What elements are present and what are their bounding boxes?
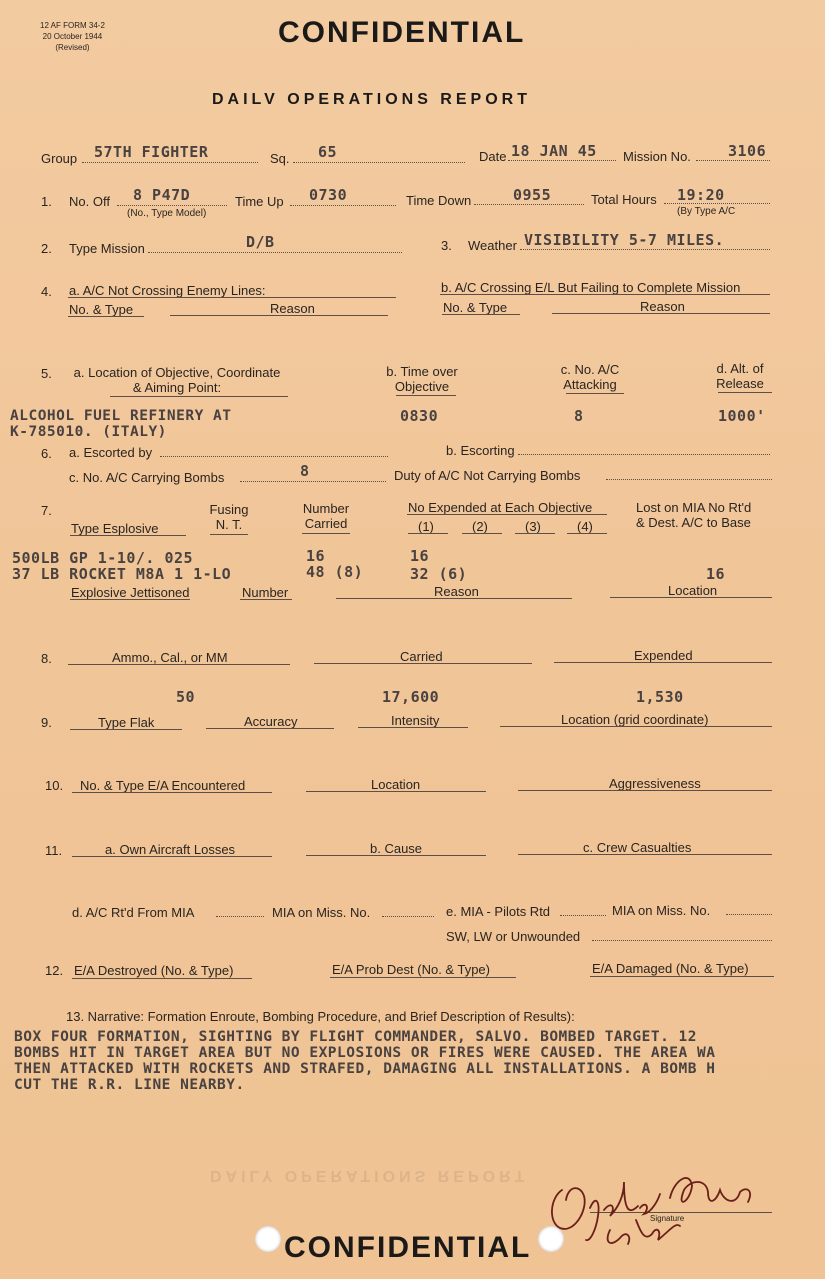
number-carried-label: Number Carried: [302, 501, 350, 531]
escorting-label: b. Escorting: [446, 443, 515, 458]
attacking-value: 8: [574, 407, 584, 425]
weather-label: Weather: [468, 238, 517, 253]
item6-num: 6.: [41, 446, 52, 461]
time-down-value: 0955: [513, 186, 552, 204]
group-value: 57TH FIGHTER: [94, 143, 209, 161]
item4-b-label: b. A/C Crossing E/L But Failing to Complete Mission: [441, 280, 741, 295]
objective-location: ALCOHOL FUEL REFINERY AT K-785010. (ITALY): [10, 408, 232, 440]
flak-location-label: Location (grid coordinate): [561, 712, 709, 727]
carrying-bombs-label: c. No. A/C Carrying Bombs: [69, 470, 225, 485]
ea-destroyed-label: E/A Destroyed (No. & Type): [74, 963, 234, 978]
lost-label: Lost on MIA No Rt'd & Dest. A/C to Base: [636, 500, 752, 530]
total-hours-sub: (By Type A/C: [677, 206, 736, 217]
mission-label: Mission No.: [623, 149, 691, 164]
item5-num: 5.: [41, 366, 52, 381]
carrying-bombs-value: 8: [300, 462, 310, 480]
weather-value: VISIBILITY 5-7 MILES.: [524, 231, 725, 249]
explosive-row-2-lost: 16: [706, 565, 726, 583]
item2-num: 2.: [41, 241, 52, 256]
explosive-row-2-number: 48 (8): [306, 563, 364, 581]
jettisoned-reason-label: Reason: [434, 584, 479, 599]
carried-value: 17,600: [382, 688, 440, 706]
binder-hole-left: [255, 1226, 281, 1252]
item12-num: 12.: [45, 963, 64, 978]
classification-top: CONFIDENTIAL: [278, 16, 526, 49]
item4-b-reason: Reason: [640, 299, 685, 314]
expended-ammo-label: Expended: [634, 648, 693, 663]
item11-num: 11.: [45, 843, 63, 858]
objective-1: (1): [418, 519, 434, 534]
ea-damaged-label: E/A Damaged (No. & Type): [592, 961, 749, 976]
classification-bottom: CONFIDENTIAL: [284, 1231, 532, 1264]
time-down-label: Time Down: [406, 193, 472, 208]
handwritten-signature: [540, 1150, 780, 1250]
item5-c-label: c. No. A/C Attacking: [560, 362, 620, 392]
jettisoned-number-label: Number: [242, 585, 289, 600]
fusing-label: Fusing N. T.: [209, 502, 249, 532]
duty-label: Duty of A/C Not Carrying Bombs: [394, 468, 581, 483]
ammo-value: 50: [176, 688, 196, 706]
explosive-row-1-type: 500LB GP 1-10/. 025: [12, 549, 194, 567]
no-off-value: 8 P47D: [133, 186, 191, 204]
item9-num: 9.: [41, 715, 52, 730]
narrative-label: 13. Narrative: Formation Enroute, Bombing Procedure, and Brief Description of Results):: [66, 1009, 575, 1024]
ac-rtd-label: d. A/C Rt'd From MIA: [72, 905, 195, 920]
explosive-row-1-number: 16: [306, 547, 326, 565]
item3-num: 3.: [441, 238, 452, 253]
date-label: Date: [479, 149, 507, 164]
type-flak-label: Type Flak: [98, 715, 155, 730]
ea-prob-dest-label: E/A Prob Dest (No. & Type): [332, 962, 490, 977]
item5-d-label: d. Alt. of Release: [716, 361, 764, 391]
time-up-label: Time Up: [235, 194, 284, 209]
time-over-value: 0830: [400, 407, 439, 425]
time-up-value: 0730: [309, 186, 348, 204]
type-mission-value: D/B: [246, 233, 275, 251]
explosive-row-2-expended: 32 (6): [410, 565, 468, 583]
mission-value: 3106: [728, 142, 767, 160]
total-hours-value: 19:20: [677, 186, 725, 204]
ea-encountered-label: No. & Type E/A Encountered: [80, 778, 246, 793]
mia-miss-label: MIA on Miss. No.: [272, 905, 371, 920]
ammo-label: Ammo., Cal., or MM: [112, 650, 228, 665]
item7-num: 7.: [41, 503, 52, 518]
date-value: 18 JAN 45: [511, 142, 597, 160]
binder-hole-right: [538, 1226, 564, 1252]
aggressiveness-label: Aggressiveness: [609, 776, 701, 791]
report-title: DAILV OPERATIONS REPORT: [212, 91, 531, 108]
narrative-text: BOX FOUR FORMATION, SIGHTING BY FLIGHT COMMANDER, SALVO. BOMBED TARGET. 12 BOMBS HIT IN TARGET AREA BUT NO EXPLOSIONS OR FIRES WERE CAUSED. THE AREA WA THEN ATTACKED WITH ROCKETS AND STRAFED, DAMAGING ALL INSTALLATIONS. A BOMB H CUT THE R.R. LINE NEARBY.: [14, 1029, 716, 1093]
no-off-label: No. Off: [69, 194, 110, 209]
objective-4: (4): [577, 519, 593, 534]
group-label: Group: [41, 151, 78, 166]
total-hours-label: Total Hours: [591, 192, 657, 207]
item4-num: 4.: [41, 284, 52, 299]
item4-a-label: a. A/C Not Crossing Enemy Lines:: [69, 283, 266, 298]
objective-2: (2): [472, 519, 488, 534]
item1-num: 1.: [41, 194, 52, 209]
intensity-label: Intensity: [391, 713, 440, 728]
item8-num: 8.: [41, 651, 52, 666]
ea-location-label: Location: [371, 777, 421, 792]
signature-label: Signature: [650, 1214, 685, 1223]
type-mission-label: Type Mission: [69, 241, 145, 256]
crew-casualties-label: c. Crew Casualties: [583, 840, 692, 855]
item10-num: 10.: [45, 778, 64, 793]
expended-ammo-value: 1,530: [636, 688, 684, 706]
sw-lw-label: SW, LW or Unwounded: [446, 929, 581, 944]
objective-3: (3): [525, 519, 541, 534]
form-id: 12 AF FORM 34-2 20 October 1944 (Revised): [40, 21, 105, 52]
own-losses-label: a. Own Aircraft Losses: [105, 842, 236, 857]
item5-b-label: b. Time over Objective: [386, 364, 458, 394]
jettisoned-location-label: Location: [668, 583, 718, 598]
explosive-row-1-expended: 16: [410, 547, 430, 565]
sq-label: Sq.: [270, 151, 290, 166]
item4-b-no-type: No. & Type: [443, 300, 508, 315]
carried-label: Carried: [400, 649, 443, 664]
mia-miss-label-2: MIA on Miss. No.: [612, 903, 711, 918]
accuracy-label: Accuracy: [244, 714, 298, 729]
bleed-through-text: DAILY OPERATIONS REPORT: [210, 1167, 529, 1184]
expended-label: No Expended at Each Objective: [408, 500, 593, 515]
type-esplosive-label: Type Esplosive: [71, 521, 159, 536]
cause-label: b. Cause: [370, 841, 423, 856]
sq-value: 65: [318, 143, 338, 161]
release-alt-value: 1000': [718, 407, 766, 425]
item4-a-reason: Reason: [270, 301, 315, 316]
item5-a-label: a. Location of Objective, Coordinate & Aiming Point:: [73, 365, 281, 395]
escorted-by-label: a. Escorted by: [69, 445, 153, 460]
item4-a-no-type: No. & Type: [69, 302, 134, 317]
no-off-sub: (No., Type Model): [127, 208, 207, 219]
jettisoned-label: Explosive Jettisoned: [71, 585, 190, 600]
explosive-row-2-type: 37 LB ROCKET M8A 1 1-LO: [12, 565, 232, 583]
mia-pilots-label: e. MIA - Pilots Rtd: [446, 904, 551, 919]
